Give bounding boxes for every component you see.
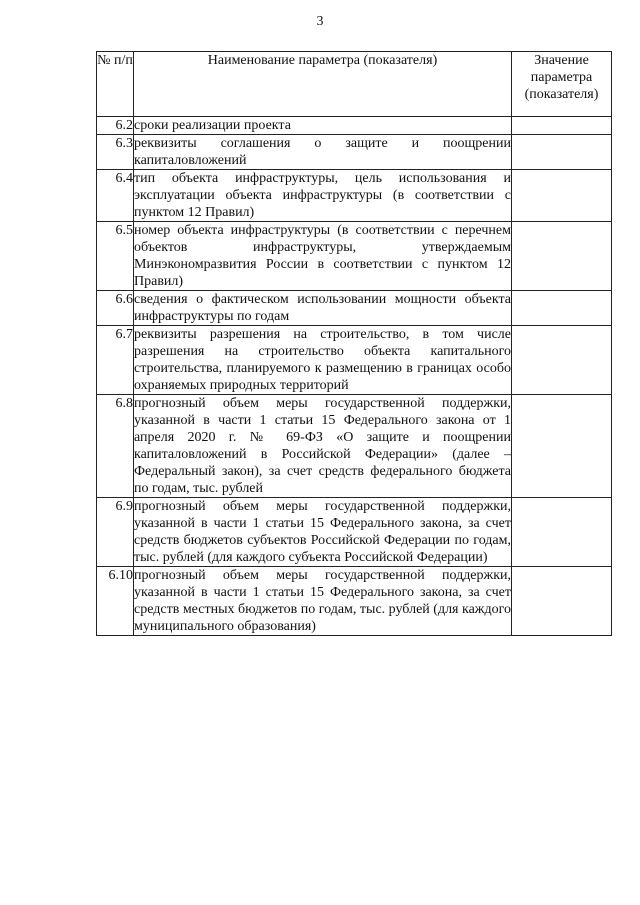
table-row — [97, 222, 612, 291]
row-parameter-name: прогнозный объем меры государственной поддержки, указанной в части 1 статьи 15 Федерального закона от 1 апреля 2020 г. № 69-ФЗ «О защите и поощрении капиталовложений в Российской Федерации» (далее – Федеральный закон), за счет средств федерального бюджета по годам, тыс. рублей — [134, 396, 511, 496]
row-number: 6.4 — [97, 170, 134, 222]
row-parameter-value — [512, 498, 612, 567]
row-parameter-name: тип объекта инфраструктуры, цель использования и эксплуатации объекта инфраструктуры (в соответствии с пунктом 12 Правил) — [134, 171, 511, 220]
table-row — [97, 395, 612, 498]
row-parameter-name: реквизиты соглашения о защите и поощрении капиталовложений — [134, 136, 511, 168]
row-parameter-name: реквизиты разрешения на строительство, в том числе разрешения на строительство объекта капитального строительства, планируемого к размещению в границах особо охраняемых природных территорий — [134, 327, 511, 393]
row-number: 6.10 — [97, 567, 134, 636]
row-number: 6.5 — [97, 222, 134, 291]
table-row — [97, 170, 612, 222]
row-number: 6.6 — [97, 291, 134, 326]
row-parameter-value — [512, 291, 612, 326]
row-parameter-value — [512, 222, 612, 291]
row-parameter-value — [512, 395, 612, 498]
row-parameter-value — [512, 117, 612, 135]
row-parameter-name: прогнозный объем меры государственной поддержки, указанной в части 1 статьи 15 Федерального закона, за счет средств местных бюджетов по годам, тыс. рублей (для каждого муниципального образования) — [134, 568, 511, 634]
page-number: 3 — [316, 14, 324, 29]
row-parameter-value — [512, 170, 612, 222]
row-parameter-name: сроки реализации проекта — [134, 117, 512, 135]
parameters-table — [96, 51, 612, 636]
header-parameter-value: Значение параметра (показателя) — [512, 52, 612, 117]
row-parameter-value — [512, 326, 612, 395]
row-parameter-value — [512, 567, 612, 636]
row-number: 6.3 — [97, 135, 134, 170]
row-number: 6.7 — [97, 326, 134, 395]
table-row — [97, 135, 612, 170]
table-row — [97, 326, 612, 395]
row-parameter-value — [512, 135, 612, 170]
row-parameter-name: прогнозный объем меры государственной поддержки, указанной в части 1 статьи 15 Федерального закона, за счет средств бюджетов субъектов Российской Федерации по годам, тыс. рублей (для каждого субъекта Российской Федерации) — [134, 499, 511, 565]
table-row — [97, 567, 612, 636]
table-row — [97, 117, 612, 135]
table-header-row — [97, 52, 612, 117]
header-parameter-name: Наименование параметра (показателя) — [134, 52, 512, 117]
row-number: 6.2 — [97, 117, 134, 135]
header-number: № п/п — [97, 52, 134, 117]
row-parameter-name: номер объекта инфраструктуры (в соответствии с перечнем объектов инфраструктуры, утверждаемым Минэкономразвития России в соответствии с пунктом 12 Правил) — [134, 223, 511, 289]
row-number: 6.8 — [97, 395, 134, 498]
row-number: 6.9 — [97, 498, 134, 567]
table-row — [97, 291, 612, 326]
row-parameter-name: сведения о фактическом использовании мощности объекта инфраструктуры по годам — [134, 292, 511, 324]
table-row — [97, 498, 612, 567]
